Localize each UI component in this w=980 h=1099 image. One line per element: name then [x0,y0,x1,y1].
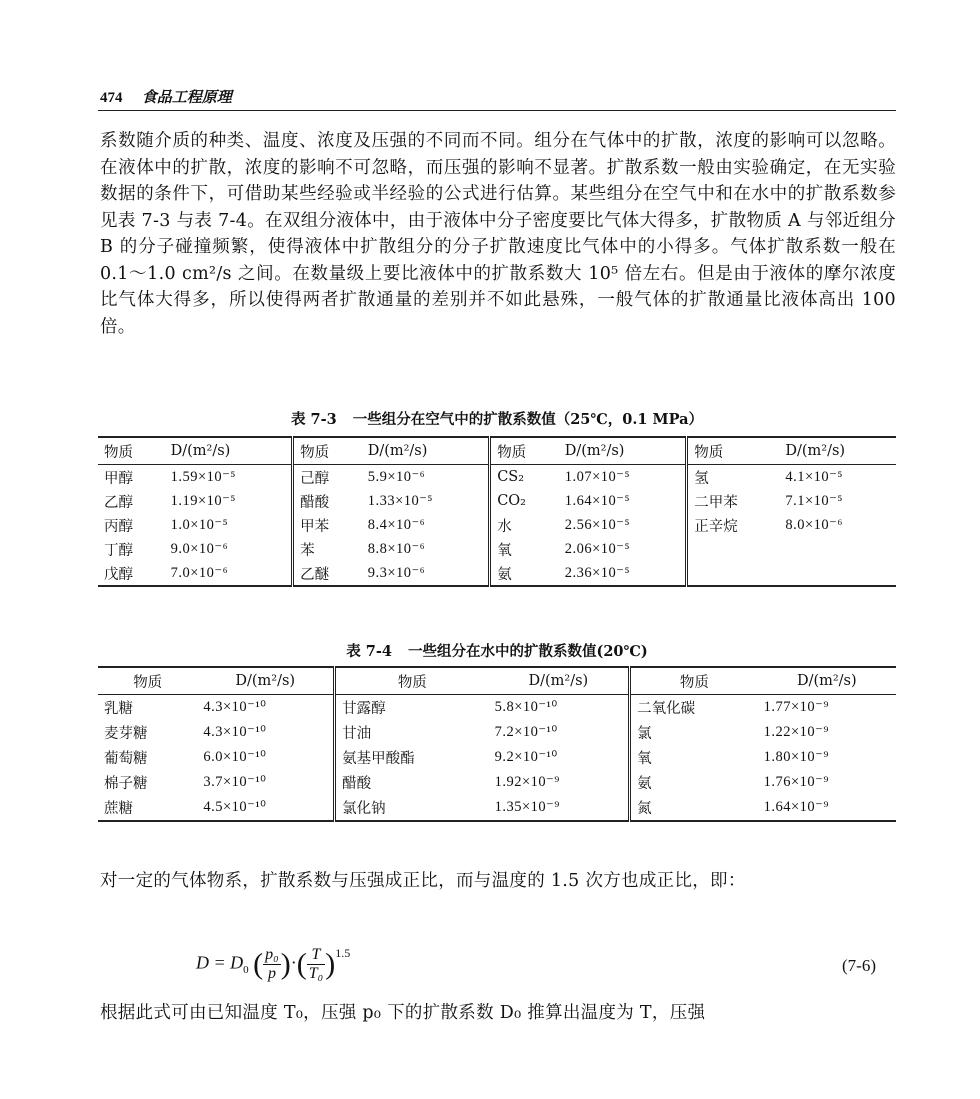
diffusion-value-cell: 1.64×10⁻⁵ [559,489,687,513]
substance-cell: 正辛烷 [694,518,738,535]
table-row [98,795,896,821]
formula-num2: T [311,946,321,963]
substance-cell: 氯化钠 [342,801,386,817]
diffusion-value-cell: 4.3×10⁻¹⁰ [197,695,334,721]
table-7-4 [98,666,896,822]
body-paragraph-1: 系数随介质的种类、温度、浓度及压强的不同而不同。组分在气体中的扩散，浓度的影响可以忽略。在液体中的扩散，浓度的影响不可忽略，而压强的影响不显著。扩散系数一般由实验确定，在无实验数据的条件下，可借助某些经验或半经验的公式进行估算。某些组分在空气中和在水中的扩散系数参见表 7-3 与表 7-4。在双组分液体中，由于液体中分子密度要比气体大得多，扩散物质 A 与邻近组分 B 的分子碰撞频繁，使得液体中扩散组分的分子扩散速度比气体中的小得多。气体扩散系数一般在 0.1～1.0 cm²/s 之间。在数量级上要比液体中的扩散系数大 10⁵ 倍左右。但是由于液体的摩尔浓度比气体大得多，所以使得两者扩散通量的差别并不如此悬殊，一般气体的扩散通量比液体高出 100 倍。 [100,131,896,337]
table-7-4-title: 一些组分在水中的扩散系数值(20℃) [407,643,648,660]
diffusion-value-cell: 7.1×10⁻⁵ [785,492,843,509]
diffusion-value-cell: 1.22×10⁻⁹ [763,724,829,740]
formula-num1: p₀ [265,946,279,963]
diffusion-value-cell: 2.06×10⁻⁵ [559,537,687,561]
diffusion-value-cell: 3.7×10⁻¹⁰ [197,770,334,795]
table-7-4-id: 表 7-4 [346,643,392,660]
col-d: D/(m²/s) [197,667,334,695]
book-title: 食品工程原理 [141,88,232,106]
diffusion-value-cell: 7.0×10⁻⁶ [165,561,293,586]
diffusion-value-cell: 6.0×10⁻¹⁰ [197,745,334,770]
diffusion-value-cell: 8.4×10⁻⁶ [362,513,490,537]
table-7-3 [98,436,896,587]
table-row [98,537,896,561]
substance-cell: 乙醇 [104,494,133,511]
diffusion-value-cell [779,561,896,586]
table-row [98,745,896,770]
page-header [100,86,232,107]
substance-cell: 甘露醇 [342,701,386,717]
formula-den2: T₀ [308,965,324,982]
col-substance: 物质 [98,667,197,695]
diffusion-value-cell: 1.07×10⁻⁵ [559,465,687,490]
substance-cell: 乳糖 [104,701,133,717]
substance-cell: 氨 [497,566,512,583]
table-header-row [98,667,896,695]
table-row [98,695,896,721]
body-paragraph-2: 对一定的气体物系，扩散系数与压强成正比，而与温度的 1.5 次方也成正比，即： [100,871,746,891]
diffusion-value-cell: 1.59×10⁻⁵ [165,465,293,490]
header-rule [98,110,896,111]
substance-cell: 氯 [637,726,652,742]
substance-cell: 二氧化碳 [637,701,696,717]
diffusion-value-cell: 8.8×10⁻⁶ [362,537,490,561]
col-d: D/(m²/s) [362,437,490,465]
table-row [98,513,896,537]
substance-cell: 二甲苯 [694,494,738,511]
table-row [98,489,896,513]
col-substance: 物质 [687,437,780,465]
diffusion-value-cell: 5.8×10⁻¹⁰ [489,695,630,721]
formula-exponent: 1.5 [335,946,351,960]
col-d: D/(m²/s) [165,437,293,465]
substance-cell: 甘油 [342,726,372,742]
table-7-4-caption [98,640,896,661]
substance-cell: 棉子糖 [104,776,148,792]
diffusion-value-cell: 4.3×10⁻¹⁰ [197,720,334,745]
formula-sub: 0 [243,964,249,977]
diffusion-value-cell: 4.1×10⁻⁵ [785,468,843,485]
substance-cell: 氧 [497,542,512,559]
table-row [98,561,896,586]
substance-cell: 水 [497,518,512,535]
diffusion-value-cell: 1.76×10⁻⁹ [763,774,829,790]
table-7-3-id: 表 7-3 [290,411,337,428]
formula-7-6: $D = D_0$ ( $\frac{\text{p₀}}{p}$ )·( $\frac{T}{\text{T₀}}$ )$^{1.5}$ [196,946,351,982]
substance-cell: 甲醇 [104,470,133,487]
substance-cell: 乙醚 [300,566,330,583]
substance-cell: 氢 [694,470,709,487]
diffusion-value-cell: 1.92×10⁻⁹ [489,770,630,795]
substance-cell: 氨 [637,776,652,792]
body-paragraph-3: 根据此式可由已知温度 T₀，压强 p₀ 下的扩散系数 D₀ 推算出温度为 T，压强 [100,1003,706,1023]
substance-cell: 醋酸 [342,776,372,792]
diffusion-value-cell: 9.2×10⁻¹⁰ [489,745,630,770]
substance-cell: 丁醇 [104,542,133,559]
diffusion-value-cell: 1.64×10⁻⁹ [763,799,829,815]
col-substance: 物质 [293,437,362,465]
diffusion-value-cell: 1.80×10⁻⁹ [763,749,829,765]
col-substance: 物质 [335,667,489,695]
col-substance: 物质 [490,437,559,465]
diffusion-value-cell: 1.0×10⁻⁵ [165,513,293,537]
substance-cell: 麦芽糖 [104,726,148,742]
substance-cell: 戊醇 [104,566,133,583]
col-d: D/(m²/s) [779,437,896,465]
equation-number: (7-6) [842,956,876,975]
diffusion-value-cell: 1.19×10⁻⁵ [165,489,293,513]
diffusion-value-cell: 9.3×10⁻⁶ [362,561,490,586]
substance-cell: 氨基甲酸酯 [342,751,415,767]
table-row [98,770,896,795]
substance-cell: 丙醇 [104,518,133,535]
substance-cell: 氮 [637,801,652,817]
diffusion-value-cell: 2.36×10⁻⁵ [559,561,687,586]
diffusion-value-cell: 4.5×10⁻¹⁰ [197,795,334,821]
col-d: D/(m²/s) [489,667,630,695]
table-7-3-title: 一些组分在空气中的扩散系数值（25℃，0.1 MPa） [352,411,704,428]
table-row [98,720,896,745]
substance-cell [687,537,780,561]
substance-cell: 醋酸 [300,494,330,511]
col-d: D/(m²/s) [758,667,896,695]
formula-den1: p [267,965,276,982]
col-substance: 物质 [630,667,758,695]
diffusion-value-cell: 7.2×10⁻¹⁰ [489,720,630,745]
table-header-row [98,437,896,465]
diffusion-value-cell [779,537,896,561]
formula-lhs: D = D [196,952,244,973]
diffusion-value-cell: 1.35×10⁻⁹ [489,795,630,821]
col-d: D/(m²/s) [559,437,687,465]
substance-cell: 蔗糖 [104,801,133,817]
table-7-3-caption [98,408,896,429]
substance-cell: CS₂ [497,469,525,485]
substance-cell: CO₂ [497,493,526,509]
substance-cell: 甲苯 [300,518,330,535]
substance-cell [687,561,780,586]
table-row [98,465,896,490]
diffusion-value-cell: 2.56×10⁻⁵ [559,513,687,537]
diffusion-value-cell: 8.0×10⁻⁶ [785,516,843,533]
col-substance: 物质 [98,437,165,465]
substance-cell: 己醇 [300,470,330,487]
substance-cell: 氧 [637,751,652,767]
substance-cell: 苯 [300,542,315,559]
diffusion-value-cell: 1.77×10⁻⁹ [763,699,829,715]
diffusion-value-cell: 1.33×10⁻⁵ [362,489,490,513]
diffusion-value-cell: 9.0×10⁻⁶ [165,537,293,561]
page-number: 474 [100,90,123,106]
substance-cell: 葡萄糖 [104,751,148,767]
diffusion-value-cell: 5.9×10⁻⁶ [362,465,490,490]
